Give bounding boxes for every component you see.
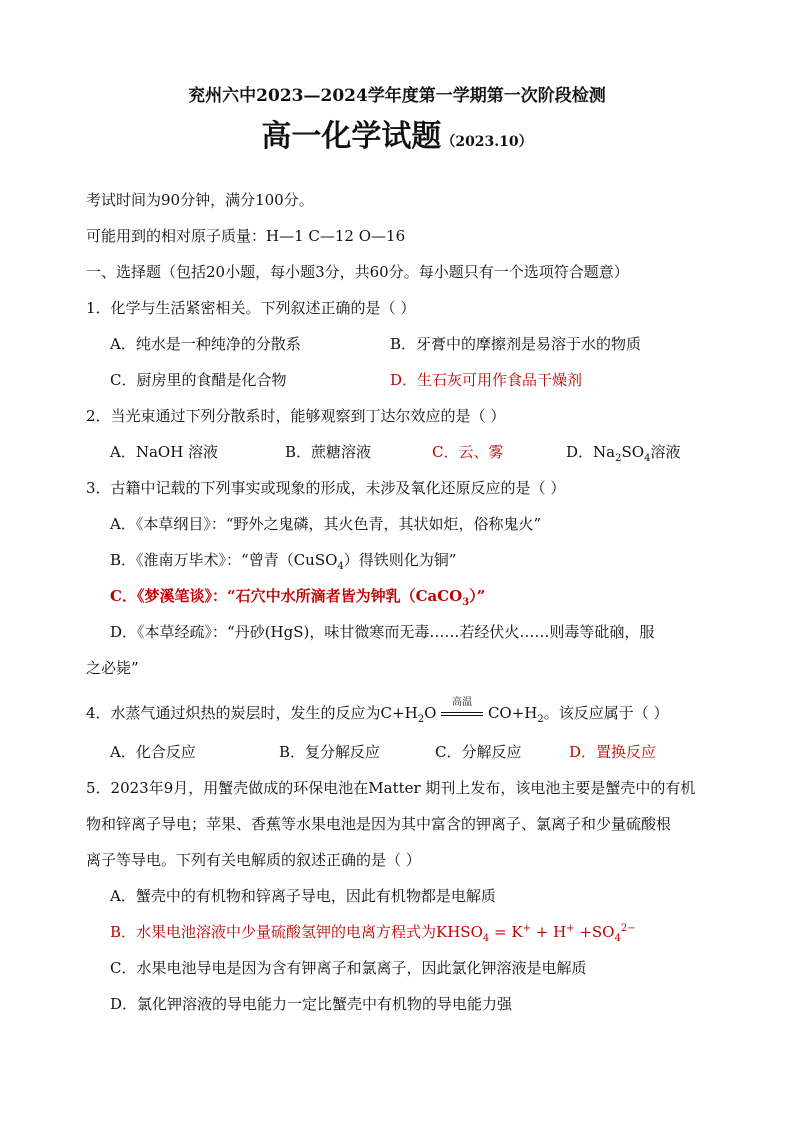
question-3-stem: 3．古籍中记载的下列事实或现象的形成，未涉及氧化还原反应的是（ ） xyxy=(86,479,566,497)
reaction-condition-arrow xyxy=(441,697,483,722)
question-4-stem: 4．水蒸气通过炽热的炭层时，发生的反应为$C+H_2O$ 高温 $CO+H_2$。该反应属于（ ） xyxy=(86,697,669,725)
question-3-option-d-continued: 之必毙” xyxy=(86,659,139,677)
question-3-option-d: D．《本草经疏》：“丹砂(HgS)，味甘微寒而无毒……若经伏火……则毒等砒硇，服 xyxy=(110,623,655,641)
question-2-option-a: A．NaOH 溶液 xyxy=(110,443,219,461)
question-5-stem-line-2: 物和锌离子导电；苹果、香蕉等水果电池是因为其中富含的钾离子、氯离子和少量硫酸根 xyxy=(86,815,672,833)
question-2-stem: 2．当光束通过下列分散系时，能够观察到丁达尔效应的是（ ） xyxy=(86,407,506,425)
question-2-option-c-answer: C．云、雾 xyxy=(432,443,504,461)
question-1-option-b: B．牙膏中的摩擦剂是易溶于水的物质 xyxy=(390,335,642,353)
question-1-option-d-answer: D．生石灰可用作食品干燥剂 xyxy=(390,371,583,389)
exam-title xyxy=(0,119,794,154)
question-5-option-c: C．水果电池导电是因为含有钾离子和氯离子，因此氯化钾溶液是电解质 xyxy=(110,959,587,977)
question-4-option-d-answer: D．置换反应 xyxy=(569,743,657,761)
question-5-option-a: A．蟹壳中的有机物和锌离子导电，因此有机物都是电解质 xyxy=(110,887,496,905)
question-3-option-b: B．《淮南万毕术》：“曾青（CuSO$_4$）得铁则化为铜” xyxy=(110,551,457,572)
exam-date: （2023.10） xyxy=(441,134,533,150)
question-5-stem-line-1: 5．2023年9月，用蟹壳做成的环保电池在Matter 期刊上发布，该电池主要是蟹壳中的有机 xyxy=(86,779,696,797)
reaction-condition-label: 高温 xyxy=(452,697,473,708)
question-4-option-b: B．复分解反应 xyxy=(279,743,381,761)
exam-title-main: 高一化学试题 xyxy=(261,119,442,154)
exam-time-note: 考试时间为90分钟，满分100分。 xyxy=(86,191,314,209)
question-4-option-c: C．分解反应 xyxy=(435,743,522,761)
school-exam-heading: 兖州六中2023—2024学年度第一学期第一次阶段检测 xyxy=(188,86,606,106)
question-5-option-b-answer: B．水果电池溶液中少量硫酸氢钾的电离方程式为$KHSO_4 = K^+ + H^+ +SO_4^{2-}$ xyxy=(110,923,636,944)
question-1-option-a: A．纯水是一种纯净的分散系 xyxy=(110,335,301,353)
question-3-option-a: A．《本草纲目》：“野外之鬼磷，其火色青，其状如炬，俗称鬼火” xyxy=(110,515,542,533)
atomic-mass-note: 可能用到的相对原子质量：H—1 C—12 O—16 xyxy=(86,227,406,245)
section-heading: 一、选择题（包括20小题，每小题3分，共60分。每小题只有一个选项符合题意） xyxy=(86,263,629,281)
question-2-option-d: D．$Na_2SO_4$溶液 xyxy=(566,443,681,464)
question-1-stem: 1．化学与生活紧密相关。下列叙述正确的是（ ） xyxy=(86,299,416,317)
question-5-stem-line-3: 离子等导电。下列有关电解质的叙述正确的是（ ） xyxy=(86,851,421,869)
question-5-option-d: D．氯化钾溶液的导电能力一定比蟹壳中有机物的导电能力强 xyxy=(110,995,513,1013)
question-3-option-c-answer: C．《梦溪笔谈》：“石穴中水所滴者皆为钟乳（CaCO$_3$）” xyxy=(110,587,486,608)
question-2-option-b: B．蔗糖溶液 xyxy=(285,443,372,461)
question-4-option-a: A．化合反应 xyxy=(110,743,196,761)
question-1-option-c: C．厨房里的食醋是化合物 xyxy=(110,371,287,389)
